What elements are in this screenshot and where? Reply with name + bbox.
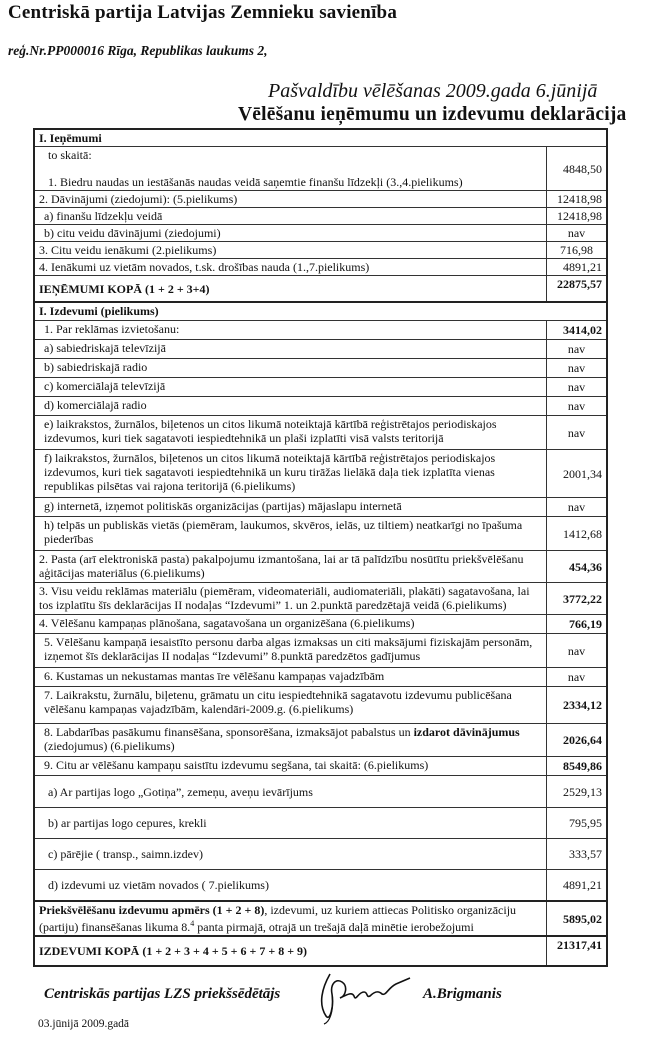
row-label: 4. Ienākumi uz vietām novados, t.sk. drošības nauda (1.,7.pielikums): [35, 259, 547, 275]
row-label: d) komerciālajā radio: [35, 397, 547, 415]
row-label: 3. Citu veidu ienākumi (2.pielikums): [35, 242, 547, 258]
row-label: 6. Kustamas un nekustamas mantas īre vēlēšanu kampaņas vajadzībām: [35, 668, 547, 686]
chair-name: A.Brigmanis: [423, 986, 502, 1002]
table-row: [35, 870, 606, 902]
table-row: [35, 687, 606, 724]
row-label: a) Ar partijas logo „Gotiņa”, zemeņu, aveņu ievārījums: [35, 776, 547, 807]
row-value: nav: [567, 342, 586, 356]
organization-name: Centriskā partija Latvijas Zemnieku savienība: [8, 2, 398, 23]
row-value: nav: [567, 670, 586, 684]
table-row: [35, 808, 606, 839]
income-total-row: [35, 276, 606, 303]
row-label: Priekšvēlēšanu izdevumu apmērs (1 + 2 + 8), izdevumi, uz kuriem attiecas Politisko organizāciju (partiju) finansēšanas likuma 8.$^4$ panta pirmajā, otrajā un trešajā daļā minētie ierobežojumi: [39, 903, 517, 934]
row-value: nav: [567, 425, 586, 440]
row-label: 2. Pasta (arī elektroniskā pasta) pakalpojumu izmantošana, lai ar tā palīdzību nosūtītu priekšvēlēšanu aģitācijas materiālus (6.pielikums): [35, 551, 547, 582]
table-row: [35, 259, 606, 276]
row-value: 21317,41: [557, 938, 602, 952]
table-row: [35, 757, 606, 776]
table-row: [35, 776, 606, 808]
row-value: 454,36: [569, 559, 602, 574]
row-value: 12418,98: [557, 209, 602, 223]
income-section-header: [35, 130, 606, 147]
registration-line: reģ.Nr.PP000016 Rīga, Republikas laukums 2,: [8, 43, 268, 58]
row-value: nav: [567, 643, 586, 658]
section-title: I. Izdevumi (pielikums): [39, 304, 159, 318]
row-label: to skaitā:: [48, 148, 92, 162]
table-row: [35, 147, 606, 191]
campaign-limit-row: [35, 902, 606, 937]
table-row: [35, 839, 606, 870]
table-row: [35, 517, 606, 551]
table-row: [35, 191, 606, 208]
row-label: f) laikrakstos, žurnālos, biļetenos un citos likumā noteiktajā kārtībā reģistrētajos periodiskajos izdevumos, kuri tiek sagatavoti iespiedtehnikā un kuru tirāžas lielākā daļa tiek izplatīta vienas republikas pilsētas vai rajona teritorijā (6.pielikums): [35, 450, 547, 497]
row-label: a) finanšu līdzekļu veidā: [35, 208, 547, 224]
row-value: nav: [567, 500, 586, 514]
table-row: [35, 340, 606, 359]
row-label: e) laikrakstos, žurnālos, biļetenos un citos likumā noteiktajā kārtībā reģistrētajos periodiskajos izdevumos, kuri tiek sagatavoti iespiedtehnikā un plaši izplatīti visā valsts teritorijā: [35, 416, 547, 449]
row-label: h) telpās un publiskās vietās (piemēram, laukumos, skvēros, ielās, uz tiltiem) neatkarīgi no īpašuma piederības: [35, 517, 547, 550]
row-value: 4891,21: [563, 260, 602, 274]
row-value: 22875,57: [557, 277, 602, 291]
row-label: b) citu veidu dāvinājumi (ziedojumi): [35, 225, 547, 241]
row-label: 8. Labdarības pasākumu finansēšana, sponsorēšana, izmaksājot pabalstus un izdarot dāvinājumus (ziedojumus) (6.pielikums): [44, 725, 520, 753]
row-label: 4. Vēlēšanu kampaņas plānošana, sagatavošana un organizēšana (6.pielikums): [35, 615, 547, 633]
row-label: 5. Vēlēšanu kampaņā iesaistīto personu darba algas izmaksas un citi maksājumi fiziskajām personām, izņemot šīs deklarācijas II nodaļas “Izdevumi” 8.punktā paredzētos gadījumus: [35, 634, 547, 667]
table-row: [35, 668, 606, 687]
row-label: IEŅĒMUMI KOPĀ (1 + 2 + 3+4): [35, 276, 547, 301]
row-value: 2026,64: [563, 733, 602, 747]
table-row: [35, 242, 606, 259]
table-row: [35, 359, 606, 378]
table-row: [35, 551, 606, 583]
election-title: Pašvaldību vēlēšanas 2009.gada 6.jūnijā: [268, 80, 598, 102]
row-value: 2001,34: [563, 466, 602, 481]
row-label: 7. Laikrakstu, žurnālu, biļetenu, grāmatu un citu iespiedtehnikā sagatavotu izdevumu publicēšana vēlēšanu kampaņas vajadzībām, kalendāri-2009.g. (6.pielikums): [35, 687, 547, 723]
row-value: 333,57: [569, 847, 602, 861]
table-row: [35, 615, 606, 634]
row-value: 2334,12: [563, 698, 602, 712]
table-row: [35, 378, 606, 397]
row-value: nav: [567, 361, 586, 375]
row-label: c) komerciālajā televīzijā: [35, 378, 547, 396]
chair-label: Centriskās partijas LZS priekšsēdētājs: [44, 986, 281, 1002]
table-row: [35, 583, 606, 615]
row-value: 4891,21: [563, 878, 602, 892]
row-value: 4848,50: [563, 161, 602, 176]
row-value: nav: [567, 399, 586, 413]
table-row: [35, 634, 606, 668]
table-row: [35, 498, 606, 517]
row-label: c) pārējie ( transp., saimn.izdev): [35, 839, 547, 869]
table-row: [35, 397, 606, 416]
table-row: [35, 724, 606, 757]
row-value: 8549,86: [563, 759, 602, 773]
row-label: 1. Biedru naudas un iestāšanās naudas veidā saņemtie finanšu līdzekļi (3.,4.pielikums): [48, 175, 463, 189]
row-value: 766,19: [569, 617, 602, 631]
row-value: 3772,22: [563, 591, 602, 606]
declaration-title: Vēlēšanu ieņēmumu un izdevumu deklarācija: [238, 104, 627, 125]
expenses-total-row: [35, 937, 606, 965]
row-label: a) sabiedriskajā televīzijā: [35, 340, 547, 358]
table-row: [35, 416, 606, 450]
row-value: nav: [567, 226, 586, 240]
row-value: nav: [567, 380, 586, 394]
row-label: 3. Visu veidu reklāmas materiālu (piemēram, videomateriāli, audiomateriāli, plakāti) sagatavošana, lai tos izplatītu šīs deklarācijas II nodaļas “Izdevumi” 1. un 2.punktā paredzētajā veidā (6.pielikums): [35, 583, 547, 614]
document-date: 03.jūnijā 2009.gadā: [38, 1018, 130, 1030]
table-row: [35, 450, 606, 498]
table-row: [35, 321, 606, 340]
row-label: b) ar partijas logo cepures, krekli: [35, 808, 547, 838]
row-label: 2. Dāvinājumi (ziedojumi): (5.pielikums): [35, 191, 547, 207]
declaration-table: [33, 128, 608, 967]
row-label: b) sabiedriskajā radio: [35, 359, 547, 377]
table-row: [35, 208, 606, 225]
row-value: 795,95: [569, 816, 602, 830]
row-value: 12418,98: [557, 192, 602, 206]
row-value: 5895,02: [563, 911, 602, 926]
row-value: 2529,13: [563, 784, 602, 799]
row-value: 3414,02: [563, 323, 602, 337]
row-value: 1412,68: [563, 526, 602, 541]
row-label: g) internetā, izņemot politiskās organizācijas (partijas) mājaslapu internetā: [35, 498, 547, 516]
signature-image: [308, 966, 418, 1026]
row-label: d) izdevumi uz vietām novados ( 7.pielikums): [35, 870, 547, 900]
row-value: 716,98: [560, 243, 593, 257]
table-row: [35, 225, 606, 242]
row-label: 9. Citu ar vēlēšanu kampaņu saistītu izdevumu segšana, tai skaitā: (6.pielikums): [35, 757, 547, 775]
row-label: 1. Par reklāmas izvietošanu:: [35, 321, 547, 339]
row-label: IZDEVUMI KOPĀ (1 + 2 + 3 + 4 + 5 + 6 + 7 + 8 + 9): [35, 937, 547, 965]
expenses-section-header: [35, 303, 606, 321]
section-title: I. Ieņēmumi: [39, 131, 102, 145]
